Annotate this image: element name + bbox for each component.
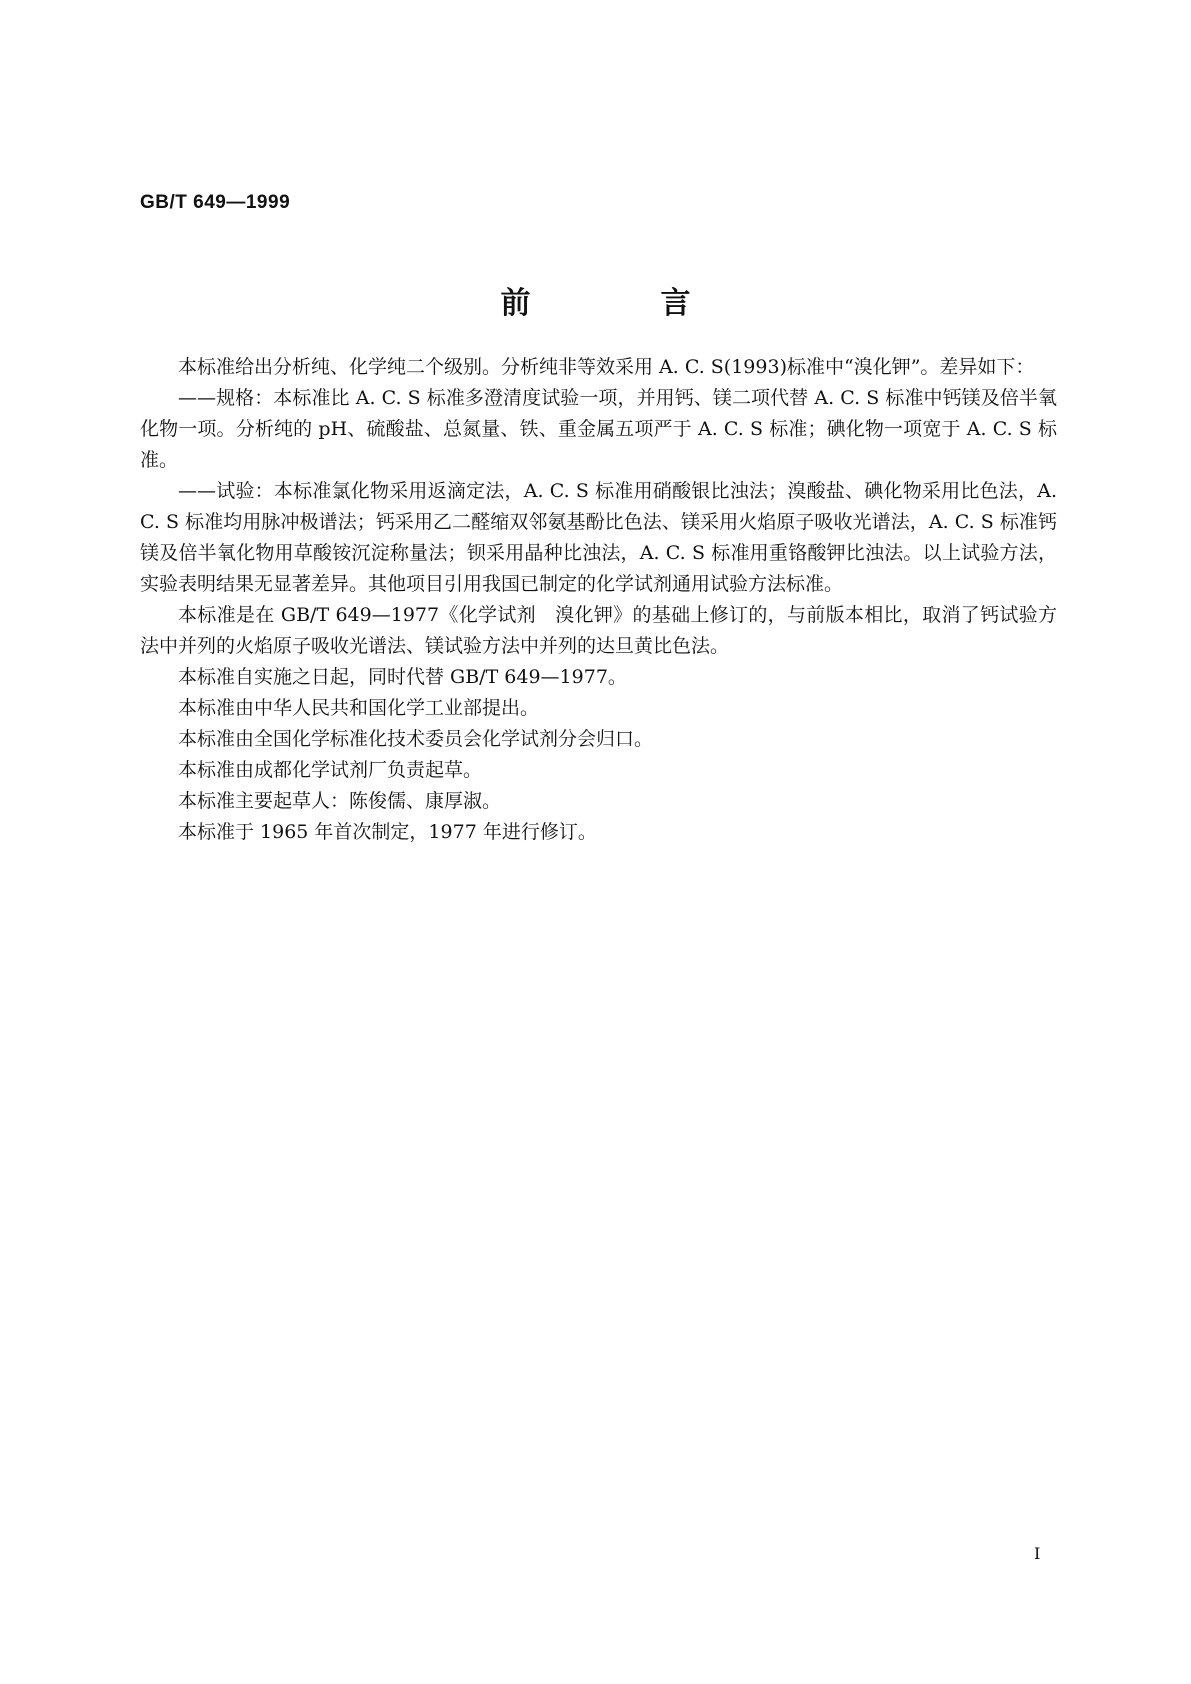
paragraph-proposer: 本标准由中华人民共和国化学工业部提出。 bbox=[178, 697, 540, 719]
standard-code: GB/T 649—1999 bbox=[140, 192, 291, 213]
paragraph-drafters: 本标准主要起草人：陈俊儒、康厚淑。 bbox=[178, 790, 502, 812]
paragraph-history: 本标准于 1965 年首次制定，1977 年进行修订。 bbox=[178, 821, 597, 843]
paragraph-revision: 本标准是在 GB/T 649—1977《化学试剂 溴化钾》的基础上修订的，与前版本相比，取消了钙试验方法中并列的火焰原子吸收光谱法、镁试验方法中并列的达旦黄比色法。 bbox=[140, 604, 1057, 657]
paragraph-specifications: ——规格：本标准比 A. C. S 标准多澄清度试验一项，并用钙、镁二项代替 A. C. S 标准中钙镁及倍半氧化物一项。分析纯的 pH、硫酸盐、总氮量、铁、重金属五项严于 A. C. S 标准；碘化物一项宽于 A. C. S 标准。 bbox=[140, 387, 1057, 471]
page-number: I bbox=[1034, 1544, 1041, 1563]
page-title: 前 言 bbox=[500, 286, 741, 321]
paragraph-levels: 本标准给出分析纯、化学纯二个级别。分析纯非等效采用 A. C. S(1993)标准中“溴化钾”。差异如下： bbox=[178, 356, 1035, 378]
paragraph-drafter-org: 本标准由成都化学试剂厂负责起草。 bbox=[178, 759, 483, 781]
paragraph-committee: 本标准由全国化学标准化技术委员会化学试剂分会归口。 bbox=[178, 728, 654, 750]
paragraph-tests: ——试验：本标准氯化物采用返滴定法，A. C. S 标准用硝酸银比浊法；溴酸盐、碘化物采用比色法，A. C. S 标准均用脉冲极谱法；钙采用乙二醛缩双邻氨基酚比色法、镁采用火焰原子吸收光谱法，A. C. S 标准钙镁及倍半氧化物用草酸铵沉淀称量法；钡采用晶种比浊法，A. C. S 标准用重铬酸钾比浊法。以上试验方法，实验表明结果无显著差异。其他项目引用我国已制定的化学试剂通用试验方法标准。 bbox=[140, 480, 1057, 595]
foreword-body bbox=[140, 352, 1057, 848]
paragraph-replacement: 本标准自实施之日起，同时代替 GB/T 649—1977。 bbox=[178, 666, 627, 688]
